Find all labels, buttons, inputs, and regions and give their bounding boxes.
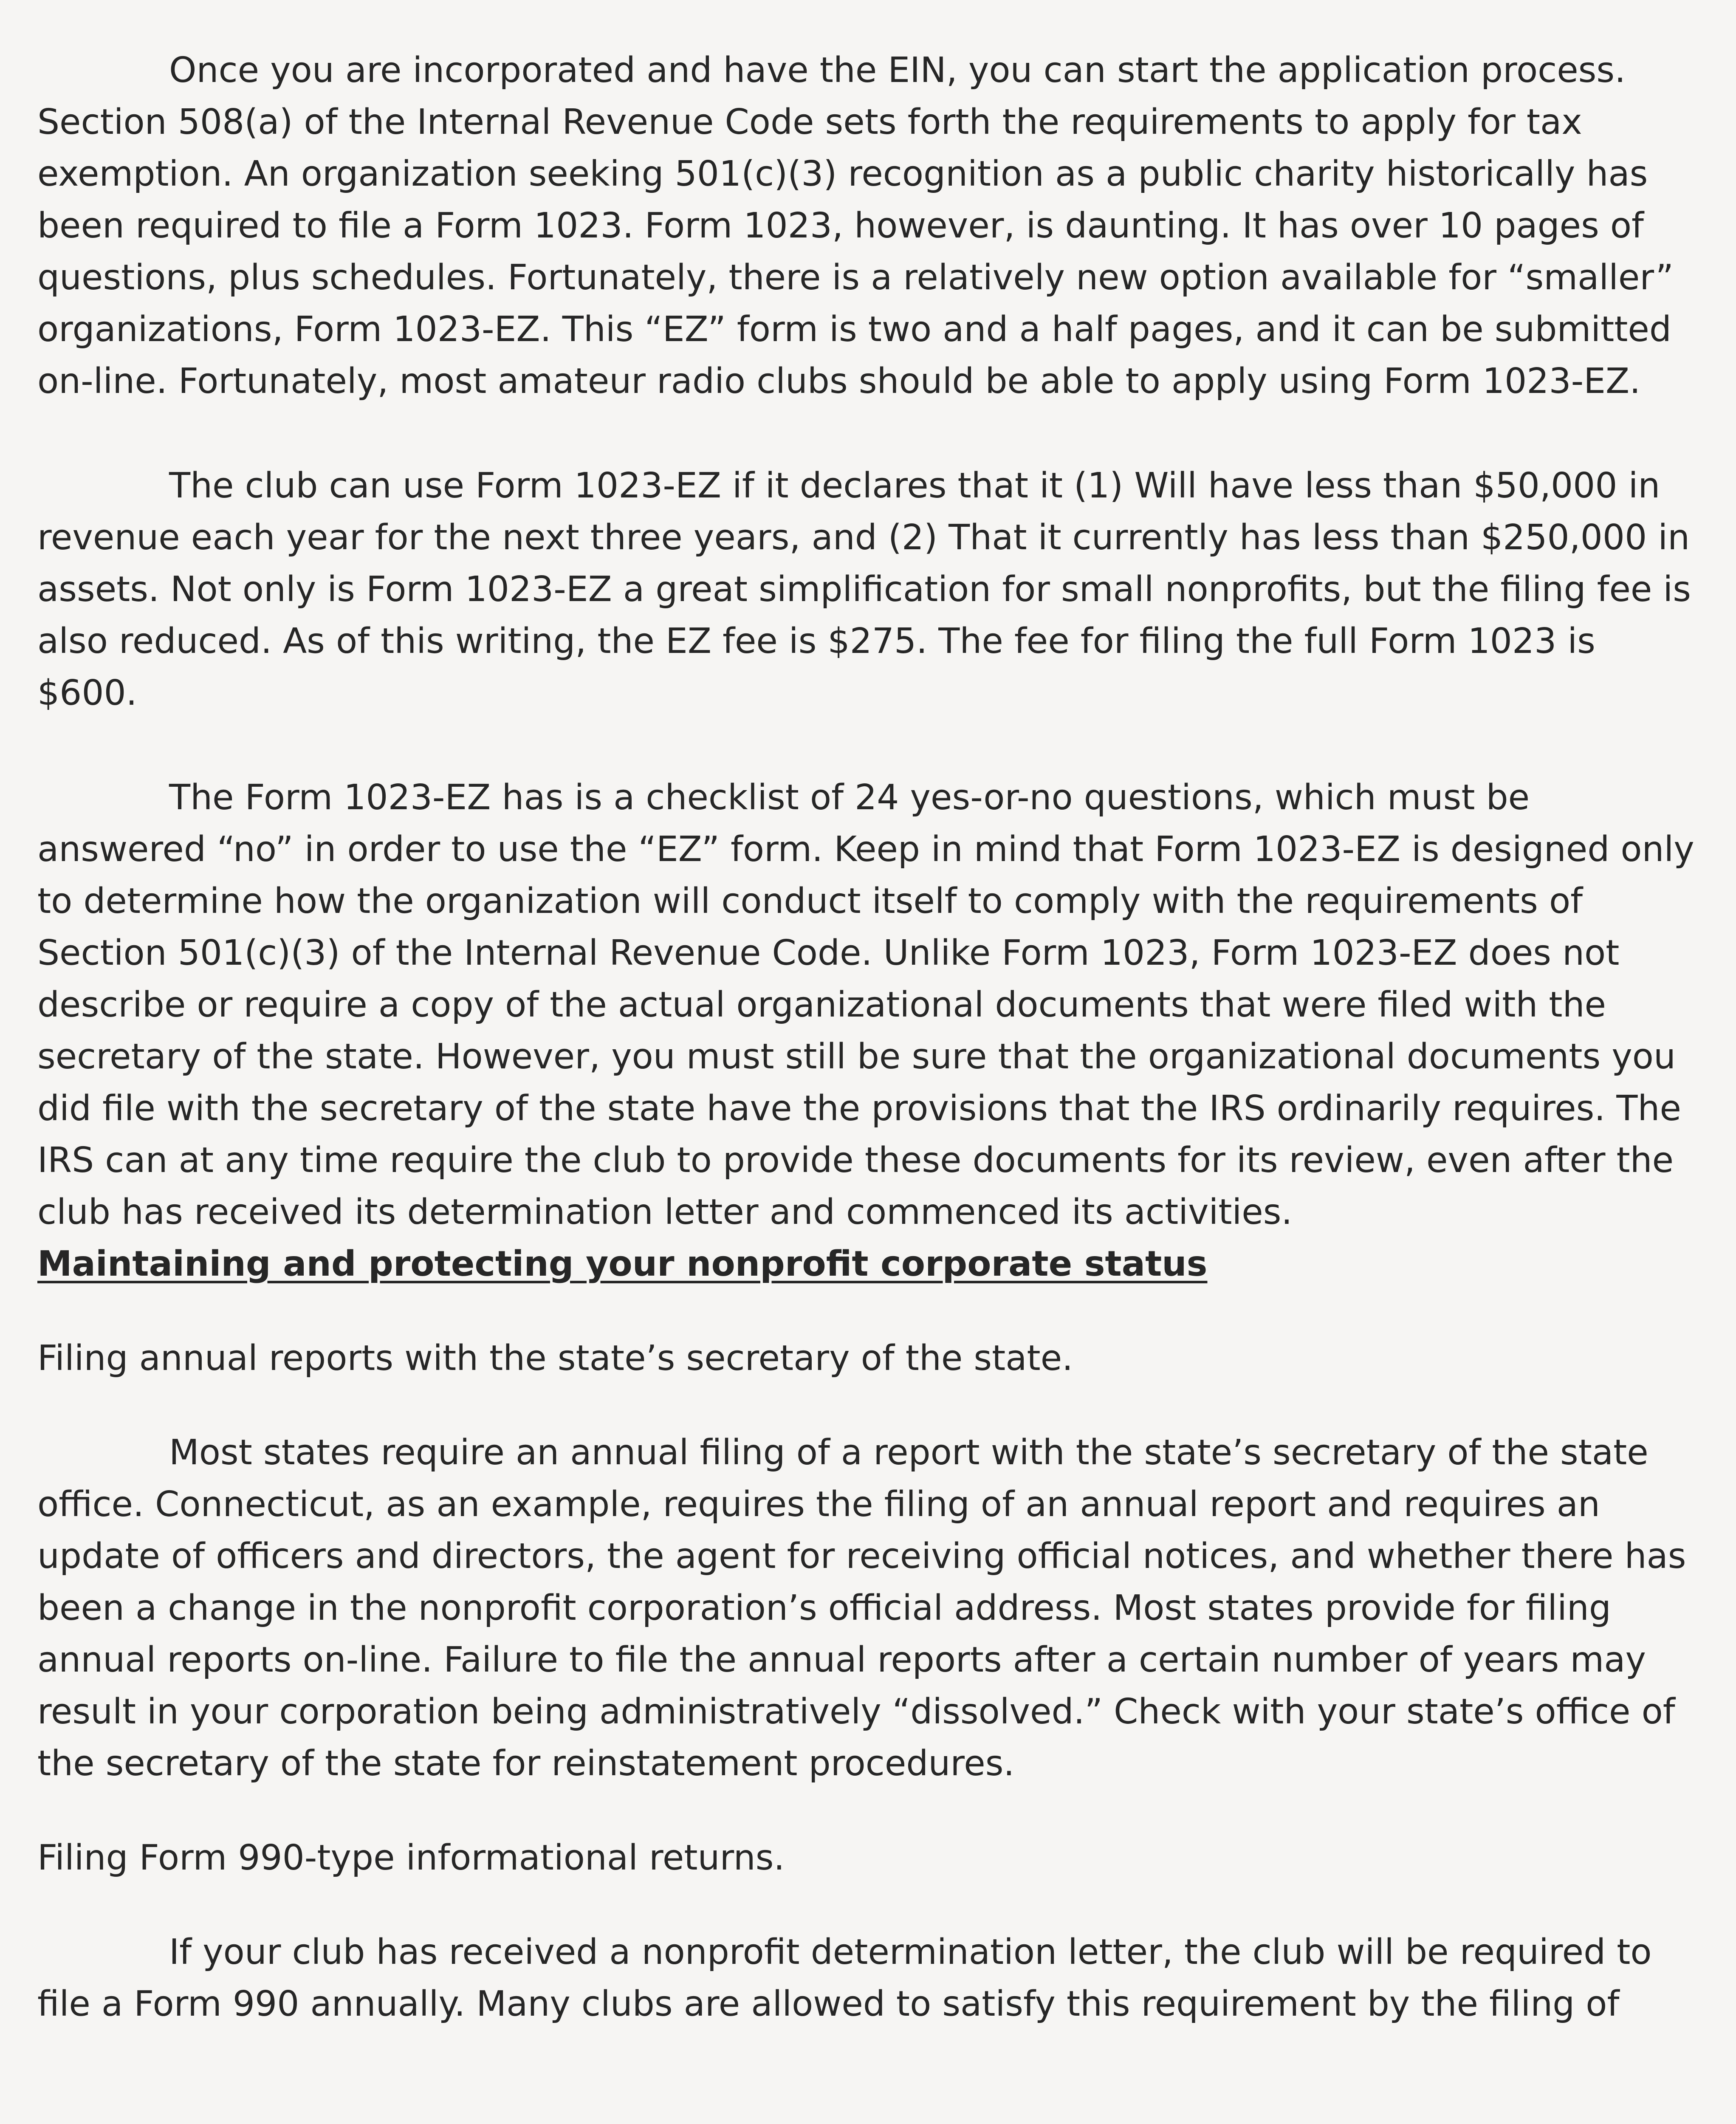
page-content	[37, 45, 1702, 2030]
paragraph-checklist-questions: The Form 1023-EZ has is a checklist of 24 yes-or-no questions, which must be answered “no” in order to use the “EZ” form. Keep in mind that Form 1023-EZ is designed only to determine how the organization will conduct itself to comply with the requirements of Section 501(c)(3) of the Internal Revenue Code. Unlike Form 1023, Form 1023-EZ does not describe or require a copy of the actual organizational documents that were filed with the secretary of the state. However, you must still be sure that the organizational documents you did file with the secretary of the state have the provisions that the IRS ordinarily requires. The IRS can at any time require the club to provide these documents for its review, even after the club has received its determination letter and commenced its activities.	[37, 777, 1694, 1232]
paragraph-form-1023-ez-eligibility: The club can use Form 1023-EZ if it declares that it (1) Will have less than $50,000 in revenue each year for the next three years, and (2) That it currently has less than $250,000 in assets. Not only is Form 1023-EZ a great simplification for small nonprofits, but the filing fee is also reduced. As of this writing, the EZ fee is $275. The fee for filing the full Form 1023 is $600.	[37, 466, 1691, 713]
paragraph-annual-reports: Most states require an annual filing of a report with the state’s secretary of the state office. Connecticut, as an example, requires the filing of an annual report and requires an update of officers and directors, the agent for receiving official notices, and whether there has been a change in the nonprofit corporation’s official address. Most states provide for filing annual reports on-line. Failure to file the annual reports after a certain number of years may result in your corporation being administratively “dissolved.” Check with your state’s office of the secretary of the state for reinstatement procedures.	[37, 1432, 1686, 1784]
subheading-annual-reports: Filing annual reports with the state’s secretary of the state.	[37, 1338, 1073, 1378]
section-heading: Maintaining and protecting your nonprofit corporate status	[37, 1244, 1208, 1284]
paragraph-application-process: Once you are incorporated and have the EIN, you can start the application process. Section 508(a) of the Internal Revenue Code sets forth the requirements to apply for tax exemption. An organization seeking 501(c)(3) recognition as a public charity historically has been required to file a Form 1023. Form 1023, however, is daunting. It has over 10 pages of questions, plus schedules. Fortunately, there is a relatively new option available for “smaller” organizations, Form 1023-EZ. This “EZ” form is two and a half pages, and it can be submitted on-line. Fortunately, most amateur radio clubs should be able to apply using Form 1023-EZ.	[37, 50, 1674, 401]
subheading-form-990: Filing Form 990-type informational returns.	[37, 1838, 785, 1878]
paragraph-form-990: If your club has received a nonprofit determination letter, the club will be required to file a Form 990 annually. Many clubs are allowed to satisfy this requirement by the filing of	[37, 1932, 1652, 2024]
